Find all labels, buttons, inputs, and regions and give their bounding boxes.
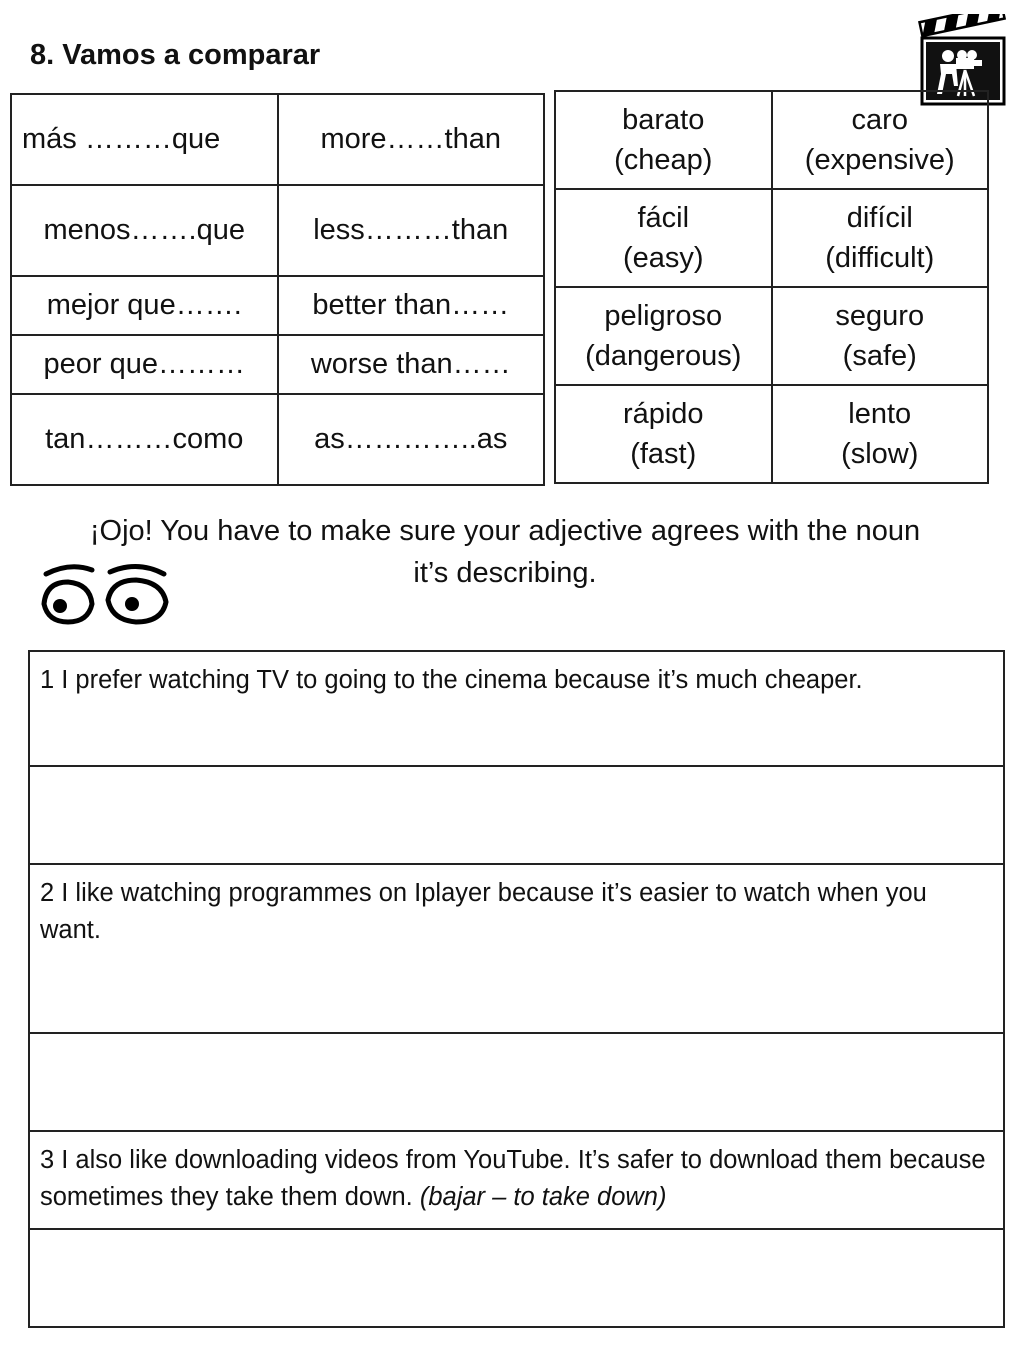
answer-area[interactable] — [29, 1229, 1004, 1327]
comparative-spanish: peor que……… — [11, 335, 278, 394]
comparative-english: worse than…… — [278, 335, 545, 394]
ojo-note-line: ¡Ojo! You have to make sure your adjective agrees with the noun — [89, 515, 921, 547]
adjective-meaning: (difficult) — [825, 242, 935, 274]
table-row — [11, 185, 544, 276]
adjective-meaning: (fast) — [630, 438, 697, 470]
adjective-meaning: (cheap) — [614, 144, 713, 176]
adjective-word: fácil — [637, 202, 690, 234]
exercise-prompt — [29, 1131, 1004, 1229]
ojo-note-line: it’s describing. — [413, 557, 597, 589]
comparative-english: more……than — [278, 94, 545, 185]
table-row — [555, 189, 988, 287]
adjective-meaning: (expensive) — [804, 144, 955, 176]
comparative-spanish: menos…….que — [11, 185, 278, 276]
exercise-prompt — [29, 651, 1004, 766]
adjective-meaning: (easy) — [622, 242, 704, 274]
table-row — [29, 1229, 1004, 1327]
adjective-word: barato — [622, 104, 705, 136]
eyes-icon — [40, 560, 170, 630]
adjective-word: caro — [851, 104, 908, 136]
comparative-english: as…………..as — [278, 394, 545, 485]
comparative-spanish: más ………que — [11, 94, 278, 185]
adjective-cell — [555, 91, 772, 189]
table-row — [29, 1033, 1004, 1131]
adjective-cell — [772, 287, 989, 385]
table-row — [29, 1131, 1004, 1229]
adjectives-table — [554, 90, 989, 484]
adjective-cell — [555, 189, 772, 287]
table-row — [29, 766, 1004, 864]
exercises-table — [28, 650, 1005, 1328]
adjective-cell — [772, 385, 989, 483]
adjective-word: difícil — [846, 202, 913, 234]
exercise-text: 3 I also like downloading videos from YouTube. It’s safer to download them because sometimes they take them down. — [40, 1146, 986, 1211]
comparatives-table — [10, 93, 545, 486]
table-row — [11, 94, 544, 185]
table-row — [555, 385, 988, 483]
page-title: 8. Vamos a comparar — [30, 39, 321, 71]
comparative-english: less………than — [278, 185, 545, 276]
adjective-cell — [555, 287, 772, 385]
adjective-cell — [772, 91, 989, 189]
exercise-text: 2 I like watching programmes on Iplayer because it’s easier to watch when you want. — [40, 879, 927, 944]
table-row — [29, 864, 1004, 1033]
comparative-spanish: tan………como — [11, 394, 278, 485]
answer-area[interactable] — [29, 766, 1004, 864]
adjective-meaning: (slow) — [841, 438, 919, 470]
adjective-cell — [555, 385, 772, 483]
comparative-spanish: mejor que……. — [11, 276, 278, 335]
adjective-word: rápido — [622, 398, 704, 430]
adjective-meaning: (dangerous) — [585, 340, 742, 372]
table-row — [555, 287, 988, 385]
exercise-text: 1 I prefer watching TV to going to the cinema because it’s much cheaper. — [40, 666, 863, 694]
adjective-cell — [772, 189, 989, 287]
table-row — [11, 276, 544, 335]
adjective-meaning: (safe) — [842, 340, 917, 372]
table-row — [11, 335, 544, 394]
table-row — [555, 91, 988, 189]
table-row — [29, 651, 1004, 766]
table-row — [11, 394, 544, 485]
adjective-word: seguro — [835, 300, 925, 332]
ojo-note — [40, 510, 970, 594]
exercise-prompt — [29, 864, 1004, 1033]
exercise-note: (bajar – to take down) — [419, 1183, 667, 1211]
adjective-word: peligroso — [604, 300, 723, 332]
answer-area[interactable] — [29, 1033, 1004, 1131]
comparative-english: better than…… — [278, 276, 545, 335]
adjective-word: lento — [848, 398, 912, 430]
